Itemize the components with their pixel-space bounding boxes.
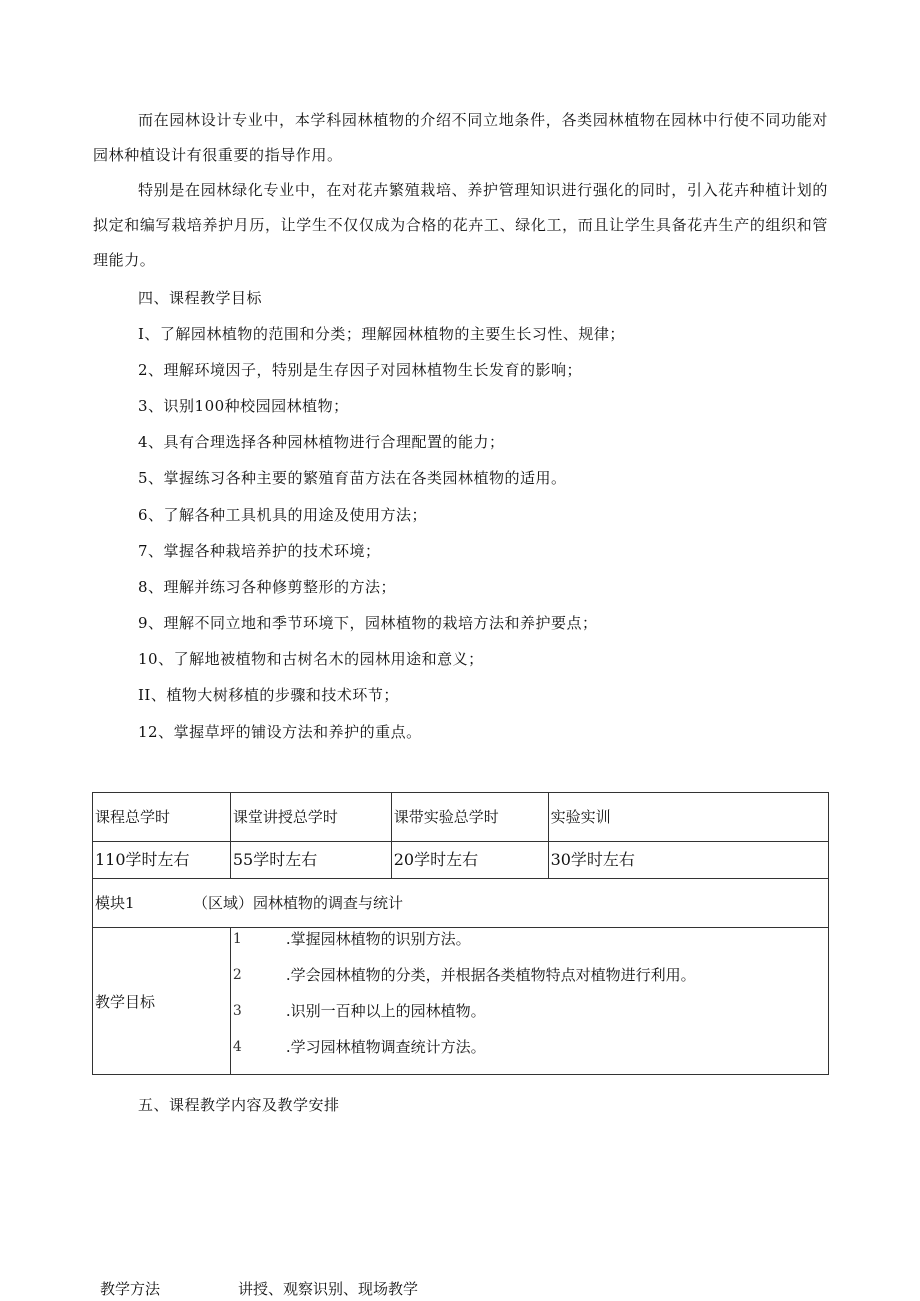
- objective-item: 7、掌握各种栽培养护的技术环境；: [138, 542, 381, 560]
- paragraph-design: 而在园林设计专业中，本学科园林植物的介绍不同立地条件，各类园林植物在园林中行使不同功能对园林种植设计有很重要的指导作用。: [93, 111, 828, 164]
- goal-number: 1: [232, 931, 242, 947]
- objective-item: 12、掌握草坪的铺设方法和养护的重点。: [138, 723, 422, 741]
- goal-text: .学习园林植物调查统计方法。: [285, 1038, 486, 1056]
- goal-text: .识别一百种以上的园林植物。: [285, 1002, 486, 1020]
- module-title-cell: [93, 879, 829, 928]
- goal-item: [231, 1036, 828, 1074]
- value-lab-hours: 20学时左右: [391, 842, 548, 879]
- module-number: 模块1: [95, 894, 135, 912]
- value-lecture-hours: 55学时左右: [230, 842, 391, 879]
- teaching-method-label: 教学方法: [100, 1280, 161, 1298]
- teaching-method-value: 讲授、观察识别、现场教学: [238, 1280, 419, 1298]
- goal-text: .掌握园林植物的识别方法。: [285, 930, 471, 948]
- paragraph-greening: 特别是在园林绿化专业中，在对花卉繁殖栽培、养护管理知识进行强化的同时，引入花卉种植计划的拟定和编写栽培养护月历，让学生不仅仅成为合格的花卉工、绿化工，而且让学生具备花卉生产的组织和管理能力。: [93, 181, 828, 269]
- objective-item: I、了解园林植物的范围和分类；理解园林植物的主要生长习性、规律；: [138, 325, 625, 343]
- goal-number: 4: [232, 1039, 242, 1055]
- teaching-goals-label: 教学目标: [93, 928, 231, 1075]
- header-lab-hours: 课带实验总学时: [391, 793, 548, 842]
- header-lecture-hours: 课堂讲授总学时: [230, 793, 391, 842]
- value-total-hours: 110学时左右: [93, 842, 231, 879]
- teaching-goals-list: [230, 928, 828, 1075]
- goal-item: [231, 928, 828, 964]
- goal-number: 2: [232, 967, 242, 983]
- goal-number: 3: [232, 1003, 242, 1019]
- objective-item: 4、具有合理选择各种园林植物进行合理配置的能力；: [138, 433, 505, 451]
- header-practical-training: 实验实训: [548, 793, 828, 842]
- goal-item: [231, 1000, 828, 1036]
- objective-item: 10、了解地被植物和古树名木的园林用途和意义；: [138, 650, 484, 668]
- course-hours-table: [92, 792, 829, 1075]
- objective-item: 8、理解并练习各种修剪整形的方法；: [138, 578, 397, 596]
- module-title: （区域）园林植物的调查与统计: [193, 894, 404, 912]
- objective-item: 5、掌握练习各种主要的繁殖育苗方法在各类园林植物的适用。: [138, 469, 567, 487]
- objective-item: 3、识别100种校园园林植物；: [138, 397, 349, 415]
- teaching-goals-row: [93, 928, 829, 1075]
- module-row: [93, 879, 829, 928]
- section-5-heading: 五、课程教学内容及教学安排: [138, 1096, 340, 1114]
- goal-item: [231, 964, 828, 1000]
- objective-item: 2、理解环境因子，特别是生存因子对园林植物生长发育的影响；: [138, 361, 583, 379]
- goal-text: .学会园林植物的分类，并根据各类植物特点对植物进行利用。: [285, 966, 696, 984]
- table-value-row: [93, 842, 829, 879]
- table-header-row: [93, 793, 829, 842]
- header-total-hours: 课程总学时: [93, 793, 231, 842]
- section-4-heading: 四、课程教学目标: [138, 289, 263, 307]
- objective-item: II、植物大树移植的步骤和技术环节；: [138, 686, 399, 704]
- objective-item: 9、理解不同立地和季节环境下，园林植物的栽培方法和养护要点；: [138, 614, 598, 632]
- value-practical-training: 30学时左右: [548, 842, 828, 879]
- objective-item: 6、了解各种工具机具的用途及使用方法；: [138, 506, 428, 524]
